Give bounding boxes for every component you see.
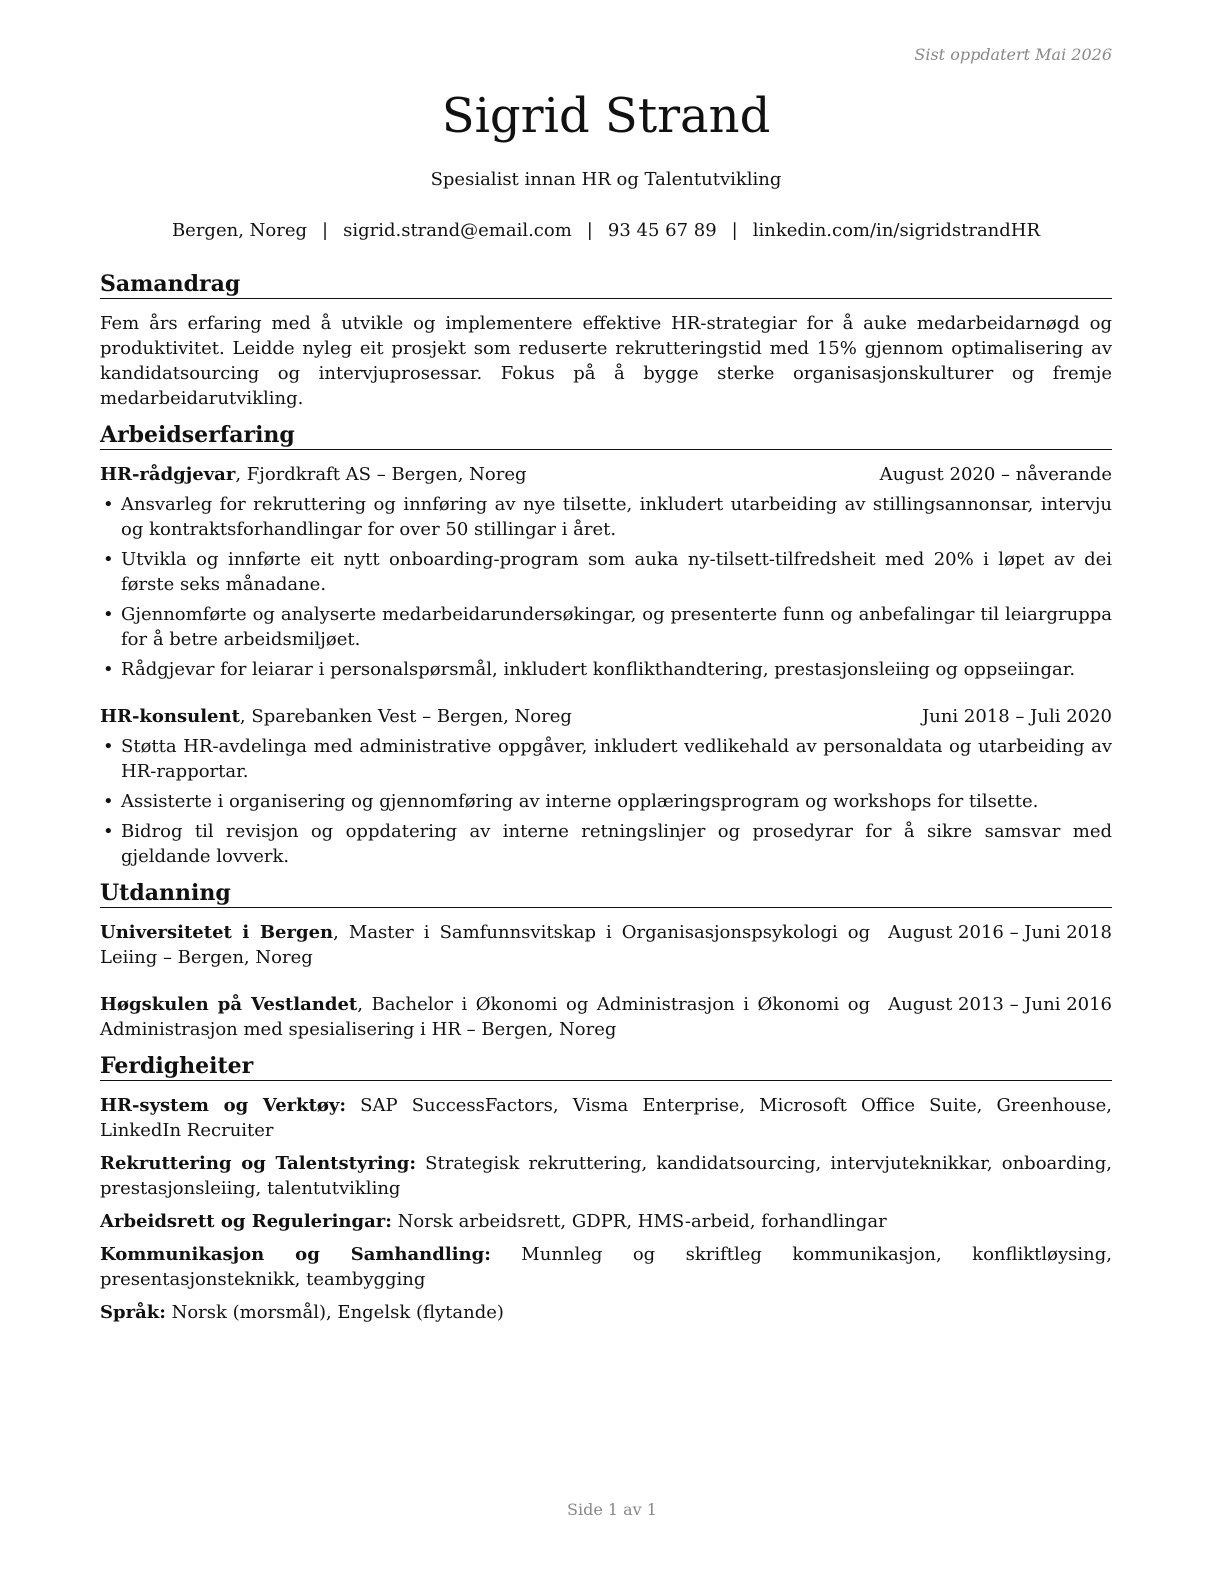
bullet-icon: • (103, 549, 114, 570)
job-entry (100, 704, 1112, 869)
skill-label: Arbeidsrett og Reguleringar: (100, 1211, 392, 1232)
list-item (100, 789, 1112, 814)
bullet-icon: • (103, 494, 114, 515)
section-title: Utdanning (100, 879, 1112, 908)
job-entry (100, 462, 1112, 682)
summary-text: Fem års erfaring med å utvikle og implementere effektive HR-strategiar for å auke medarbeidarnøgd og produktivitet. Leidde nyleg eit prosjekt som reduserte rekrutteringstid med 15% gjennom optimalisering av kandidatsourcing og intervjuprosessar. Fokus på å bygge sterke organisasjonskulturer og fremje medarbeidarutvikling. (100, 313, 1112, 409)
education-school: Universitetet i Bergen (100, 922, 334, 943)
job-header (100, 704, 1112, 729)
list-item (100, 734, 1112, 784)
section-title: Arbeidserfaring (100, 421, 1112, 450)
education-detail: , Master i Samfunnsvitskap i Organisasjonspsykologi og Leiing – Bergen, Noreg (100, 922, 871, 968)
skill-label: Rekruttering og Talentstyring: (100, 1153, 417, 1174)
skill-value: Norsk arbeidsrett, GDPR, HMS-arbeid, forhandlingar (391, 1211, 887, 1232)
bullet-text: Gjennomførte og analyserte medarbeidarundersøkingar, og presenterte funn og anbefalingar til leiargruppa for å betre arbeidsmiljøet. (121, 604, 1112, 650)
job-bullets (100, 734, 1112, 869)
education-header (100, 920, 1112, 970)
bullet-text: Assisterte i organisering og gjennomføring av interne opplæringsprogram og workshops for tilsette. (121, 791, 1039, 812)
job-dates: Juni 2018 – Juli 2020 (922, 706, 1112, 727)
job-header (100, 462, 1112, 487)
skill-value: SAP SuccessFactors, Visma Enterprise, Microsoft Office Suite, Greenhouse, LinkedIn Recruiter (100, 1095, 1112, 1141)
job-bullets (100, 492, 1112, 682)
skill-row (100, 1209, 1112, 1234)
list-item (100, 602, 1112, 652)
contact-separator: | (322, 220, 329, 241)
skill-row (100, 1151, 1112, 1201)
bullet-icon: • (103, 736, 114, 757)
bullet-text: Rådgjevar for leiarar i personalspørsmål, inkludert konflikthandtering, prestasjonsleiing og oppseiingar. (121, 659, 1076, 680)
bullet-text: Bidrog til revisjon og oppdatering av interne retningslinjer og prosedyrar for å sikre samsvar med gjeldande lovverk. (121, 821, 1112, 867)
skill-row (100, 1093, 1112, 1143)
skills-section (100, 1052, 1112, 1325)
skill-value: Norsk (morsmål), Engelsk (flytande) (165, 1302, 504, 1323)
section-title: Samandrag (100, 270, 1112, 299)
list-item (100, 492, 1112, 542)
skill-label: Kommunikasjon og Samhandling: (100, 1244, 491, 1265)
last-updated: Sist oppdatert Mai 2026 (914, 45, 1112, 64)
contact-phone: 93 45 67 89 (607, 220, 717, 241)
candidate-subtitle: Spesialist innan HR og Talentutvikling (430, 169, 782, 190)
education-dates: August 2013 – Juni 2016 (888, 994, 1112, 1015)
education-entry (100, 992, 1112, 1042)
contact-line (100, 219, 1112, 243)
contact-linkedin[interactable]: linkedin.com/in/sigridstrandHR (752, 220, 1041, 241)
education-header (100, 992, 1112, 1042)
bullet-text: Utvikla og innførte eit nytt onboarding-program som auka ny-tilsett-tilfredsheit med 20% i løpet av dei første seks månadane. (121, 549, 1112, 595)
education-detail: , Bachelor i Økonomi og Administrasjon i Økonomi og Administrasjon med spesialisering i HR – Bergen, Noreg (100, 994, 871, 1040)
bullet-icon: • (103, 604, 114, 625)
candidate-name: Sigrid Strand (441, 88, 771, 144)
education-section (100, 879, 1112, 1042)
summary-section (100, 270, 1112, 411)
skill-label: HR-system og Verktøy: (100, 1095, 347, 1116)
bullet-icon: • (103, 821, 114, 842)
skill-value: Munnleg og skriftleg kommunikasjon, konfliktløysing, presentasjonsteknikk, teambygging (100, 1244, 1112, 1290)
skill-row (100, 1300, 1112, 1325)
education-school: Høgskulen på Vestlandet (100, 994, 358, 1015)
bullet-icon: • (103, 659, 114, 680)
job-role: HR-konsulent (100, 706, 240, 727)
resume-content (100, 270, 1112, 1335)
skill-value: Strategisk rekruttering, kandidatsourcing, intervjuteknikkar, onboarding, prestasjonsleiing, talentutvikling (100, 1153, 1112, 1199)
job-dates: August 2020 – nåverande (879, 464, 1112, 485)
bullet-text: Ansvarleg for rekruttering og innføring av nye tilsette, inkludert utarbeiding av stillingsannonsar, intervju og kontraktsforhandlingar for over 50 stillingar i året. (121, 494, 1112, 540)
contact-email[interactable]: sigrid.strand@email.com (343, 220, 572, 241)
job-employer: , Fjordkraft AS – Bergen, Noreg (235, 464, 527, 485)
contact-location: Bergen, Noreg (171, 220, 307, 241)
education-entry (100, 920, 1112, 970)
skill-label: Språk: (100, 1302, 166, 1323)
contact-separator: | (586, 220, 593, 241)
job-role: HR-rådgjevar (100, 464, 236, 485)
education-dates: August 2016 – Juni 2018 (888, 922, 1112, 943)
bullet-icon: • (103, 791, 114, 812)
list-item (100, 657, 1112, 682)
experience-section (100, 421, 1112, 869)
contact-separator: | (731, 220, 738, 241)
list-item (100, 819, 1112, 869)
list-item (100, 547, 1112, 597)
section-title: Ferdigheiter (100, 1052, 1112, 1081)
page-number: Side 1 av 1 (567, 1500, 657, 1519)
job-employer: , Sparebanken Vest – Bergen, Noreg (239, 706, 572, 727)
skill-row (100, 1242, 1112, 1292)
bullet-text: Støtta HR-avdelinga med administrative oppgåver, inkludert vedlikehald av personaldata og utarbeiding av HR-rapportar. (121, 736, 1112, 782)
